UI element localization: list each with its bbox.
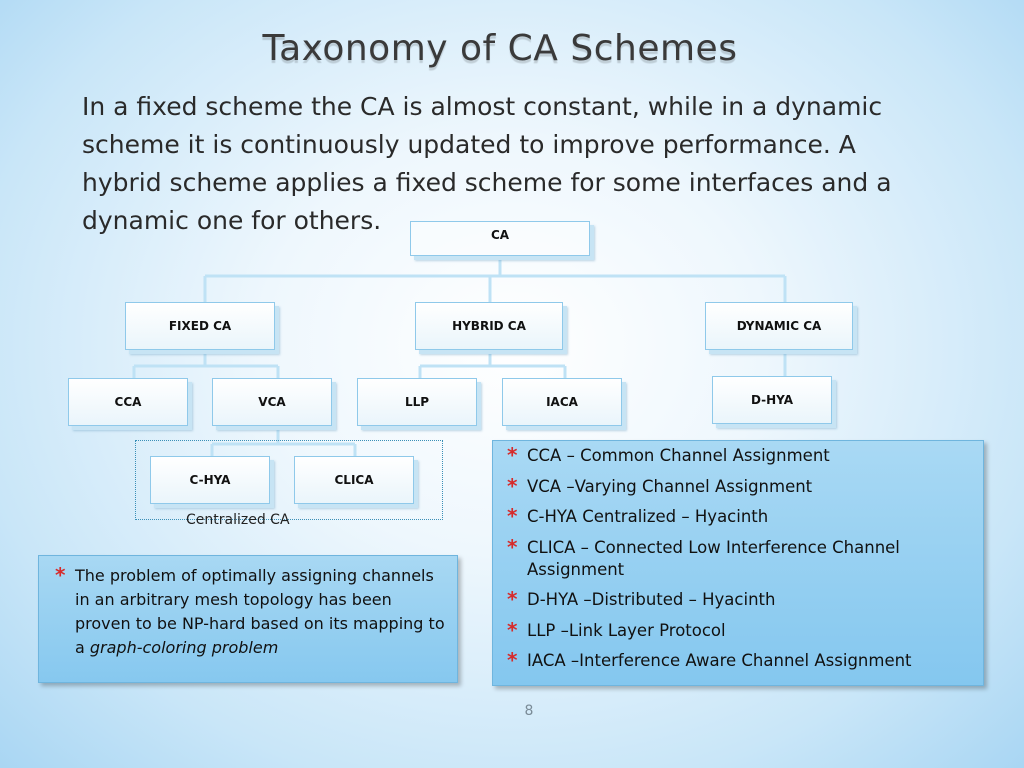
node-fixed-ca bbox=[125, 302, 275, 350]
np-hard-note bbox=[53, 564, 445, 660]
definition-item: * IACA –Interference Aware Channel Assignment bbox=[505, 650, 973, 672]
node-clica bbox=[294, 456, 414, 504]
np-hard-note-text: The problem of optimally assigning channels in an arbitrary mesh topology has been proven to be NP-hard based on its mapping to a bbox=[75, 566, 445, 657]
node-vca bbox=[212, 378, 332, 426]
centralized-ca-label: Centralized CA bbox=[186, 512, 290, 528]
node-d-hya bbox=[712, 376, 832, 424]
intro-paragraph: In a fixed scheme the CA is almost constant, while in a dynamic scheme it is continuously updated to improve performance. A hybrid scheme applies a fixed scheme for some interfaces and a dynamic one for others. bbox=[82, 92, 892, 235]
node-ca-root-label: CA bbox=[490, 228, 510, 242]
definition-item: * D-HYA –Distributed – Hyacinth bbox=[505, 589, 973, 611]
definitions-list bbox=[505, 445, 973, 672]
np-hard-note-box bbox=[38, 555, 458, 683]
node-cca-label: CCA bbox=[114, 395, 142, 409]
node-dynamic-ca bbox=[705, 302, 853, 350]
node-fixed-ca-label: FIXED CA bbox=[168, 319, 232, 333]
node-hybrid-ca bbox=[415, 302, 563, 350]
node-cca bbox=[68, 378, 188, 426]
node-d-hya-label: D-HYA bbox=[750, 393, 794, 407]
definition-item: * VCA –Varying Channel Assignment bbox=[505, 476, 973, 498]
page-number: 8 bbox=[524, 703, 534, 719]
node-llp bbox=[357, 378, 477, 426]
definition-item: * C-HYA Centralized – Hyacinth bbox=[505, 506, 973, 528]
node-hybrid-ca-label: HYBRID CA bbox=[452, 319, 526, 333]
np-hard-note-list bbox=[53, 564, 445, 660]
node-iaca-label: IACA bbox=[546, 395, 578, 409]
node-iaca bbox=[502, 378, 622, 426]
node-c-hya bbox=[150, 456, 270, 504]
node-c-hya-label: C-HYA bbox=[189, 473, 231, 487]
definitions-box bbox=[492, 440, 984, 686]
definition-item: * LLP –Link Layer Protocol bbox=[505, 620, 973, 642]
slide-title: Taxonomy of CA Schemes bbox=[262, 28, 738, 69]
np-hard-note-italic: graph-coloring problem bbox=[89, 638, 279, 657]
node-dynamic-ca-label: DYNAMIC CA bbox=[736, 319, 822, 333]
node-clica-label: CLICA bbox=[334, 473, 374, 487]
node-llp-label: LLP bbox=[404, 395, 430, 409]
definition-item: * CLICA – Connected Low Interference Channel Assignment bbox=[505, 537, 973, 581]
node-vca-label: VCA bbox=[258, 395, 286, 409]
definition-item: * CCA – Common Channel Assignment bbox=[505, 445, 973, 467]
